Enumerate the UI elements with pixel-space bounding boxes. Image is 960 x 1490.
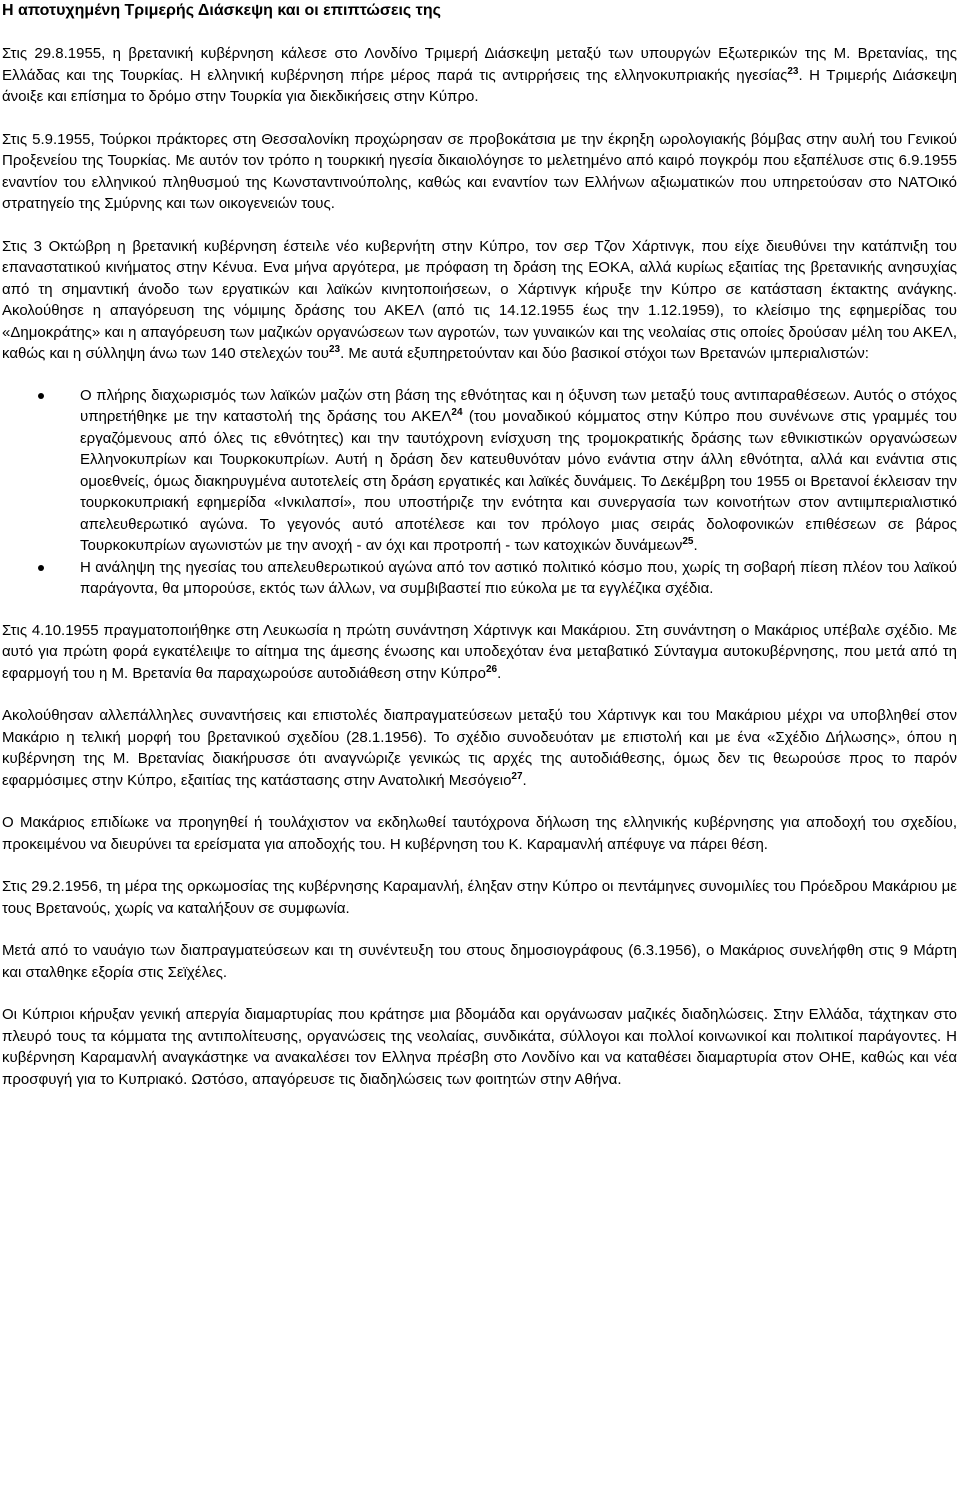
bullet-list (2, 385, 957, 600)
paragraph-tripartite-conference: Στις 29.8.1955, η βρετανική κυβέρνηση κάλεσε στο Λονδίνο Τριμερή Διάσκεψη μεταξύ των υπουργών Εξωτερικών της Μ. Βρετανίας, της Ελλάδας και της Τουρκίας. Η ελληνική κυβέρνηση πήρε μέρος παρά τις αντιρρήσεις της ελληνοκυπριακής ηγεσίας$^{23}$. Η Τριμερής Διάσκεψη άνοιξε και επίσημα το δρόμο στην Τουρκία για διεκδικήσεις στην Κύπρο. (2, 45, 957, 105)
document-title: Η αποτυχημένη Τριμερής Διάσκεψη και οι επιπτώσεις της (2, 2, 441, 19)
paragraph-negotiations: Ακολούθησαν αλλεπάλληλες συναντήσεις και επιστολές διαπραγματεύσεων μεταξύ του Χάρτινγκ και του Μακάριου μέχρι να υποβληθεί στον Μακάριο η τελική μορφή του βρετανικού σχεδίου (28.1.1956). Το σχέδιο συνοδευόταν με επιστολή και με ένα «Σχέδιο Δήλωσης», όπου η κυβέρνηση της Μ. Βρετανίας διακήρυσσε ότι αναγνώριζε γενικώς τις αρχές της αυτοδιάθεσης, όμως δεν τις θεωρούσε πρoς το παρόν εφαρμόσιμες στην Κύπρο, εξαιτίας της κατάστασης στην Ανατολική Μεσόγειο$^{27}$. (2, 707, 957, 789)
footnote-ref: 23 (787, 65, 799, 77)
paragraph-strike: Οι Κύπριοι κήρυξαν γενική απεργία διαμαρτυρίας που κράτησε μια βδομάδα και οργάνωσαν μαζικές διαδηλώσεις. Στην Ελλάδα, τάχτηκαν στο πλευρό τους τα κόμματα της αντιπολίτευσης, οργανώσεις της νεολαίας, συνδικάτα, σύλλογοι και πολλοί κοινωνικοί και πολιτικοί παράγοντες. Η κυβέρνηση Καραμανλή αναγκάστηκε να ανακαλέσει τον Ελληνα πρέσβη στο Λονδίνο και να καταθέσει διαμαρτυρία στον ΟΗΕ, καθώς και νέα προσφυγή για το Κυπριακό. Ωστόσο, απαγόρευσε τις διαδηλώσεις των φοιτητών στην Αθήνα. (2, 1006, 957, 1088)
list-item: Η ανάληψη της ηγεσίας του απελευθερωτικού αγώνα από τον αστικό πολιτικό κόσμο που, χωρίς τη σοβαρή πίεση πλέον του λαϊκού παράγοντα, θα μπορούσε, εκτός των άλλων, να συμβιβαστεί πιο εύκολα με τα εγγλέζικα σχέδια. (2, 557, 957, 600)
paragraph-harding: Στις 3 Οκτώβρη η βρετανική κυβέρνηση έστειλε νέο κυβερνήτη στην Κύπρο, τον σερ Τζον Χάρτινγκ, που είχε διευθύνει την κατάπνιξη του επαναστατικού κινήματος στην Κένυα. Ενα μήνα αργότερα, με πρόφαση τη δράση της ΕΟΚΑ, αλλά κυρίως εξαιτίας της βρετανικής ανησυχίας από τη σημαντική άνοδο των εργατικών και λαϊκών κινητοποιήσεων, ο Χάρτινγκ κήρυξε την Κύπρο σε κατάσταση έκτακτης ανάγκης. Ακολούθησε η απαγόρευση της νόμιμης δράσης του ΑΚΕΛ (από τις 14.12.1955 έως την 1.12.1959), το κλείσιμο της εφημερίδας του «Δημοκράτης» και η απαγόρευση των μαζικών οργανώσεων των αγροτών, των γυναικών και της νεολαίας στις οποίες δρούσαν μέλη του ΑΚΕΛ, καθώς και η σύλληψη άνω των 140 στελεχών του$^{23}$. Με αυτά εξυπηρετούνταν και δύο βασικοί στόχοι των Βρετανών ιμπεριαλιστών: (2, 237, 957, 362)
bullet-icon (38, 393, 44, 399)
footnote-ref: 24 (451, 407, 463, 418)
footnote-ref: 25 (682, 536, 694, 547)
list-item: Ο πλήρης διαχωρισμός των λαϊκών μαζών στη βάση της εθνότητας και η όξυνση των μεταξύ τους αντιπαραθέσεων. Αυτός ο στόχος υπηρετήθηκε με την καταστολή της δράσης του ΑΚΕΛ$^{24}$ (του μοναδικού κόμματος στην Κύπρο που συνένωνε στις γραμμές του εργαζόμενους από όλες τις εθνότητες) και την ταυτόχρονη ενίσχυση της τρομοκρατικής δράσης των εθνικιστικών οργανώσεων Ελληνοκυπρίων και Τουρκοκυπρίων. Αυτή η δράση δεν κατευθυνόταν μόνο ενάντια στην άλλη εθνότητα, αλλά και ενάντια στις ομοεθνείς, όμως διακηρυγμένα αυτοτελείς στη δράση εργατικές και λαϊκές δυνάμεις. Το Δεκέμβρη του 1955 οι Βρετανοί έκλεισαν την τουρκοκυπριακή εφημερίδα «Ινκιλαπσί», που υποστήριζε την ενότητα και συνεργασία των κοινοτήτων στον αντιιμπεριαλιστικό απελευθερωτικό αγώνα. Το γεγονός αυτό αποτέλεσε και τον πρόλογο μιας σειράς δολοφονικών επιθέσεων σε βάρος Τουρκοκυπρίων αγωνιστών με την ανοχή - αν όχι και προτροπή - των κατοχικών δυνάμεων$^{25}$. (2, 385, 957, 557)
bullet-icon (38, 565, 44, 571)
paragraph-exile: Μετά από το ναυάγιο των διαπραγματεύσεων και τη συνέντευξη του στους δημοσιογράφους (6.3.1956), ο Μακάριος συνελήφθη στις 9 Μάρτη και σταλθηκε εξορία στις Σεϊχέλες. (2, 942, 957, 981)
footnote-ref: 27 (511, 770, 523, 782)
footnote-ref: 23 (328, 344, 341, 355)
footnote-ref: 26 (485, 663, 498, 675)
paragraph-talks-end: Στις 29.2.1956, τη μέρα της ορκωμοσίας της κυβέρνησης Καραμανλή, έληξαν στην Κύπρο οι πεντάμηνες συνομιλίες του Πρόεδρου Μακάριου με τους Βρετανούς, χωρίς να καταλήξουν σε συμφωνία. (2, 878, 957, 917)
paragraph-makarios-declaration: Ο Μακάριος επιδίωκε να προηγηθεί ή τουλάχιστον να εκδηλωθεί ταυτόχρονα δήλωση της ελληνικής κυβέρνησης για αποδοχή του σχεδίου, προκειμένου να διευρύνει τα ερείσματα για αποδοχής του. Η κυβέρνηση του Κ. Καραμανλή απέφυγε να πάρει θέση. (2, 814, 957, 853)
paragraph-first-meeting: Στις 4.10.1955 πραγματοποιήθηκε στη Λευκωσία η πρώτη συνάντηση Χάρτινγκ και Μακάριου. Στη συνάντηση ο Μακάριος υπέβαλε σχέδιο. Με αυτό για πρώτη φορά εγκατέλειψε το αίτημα της άμεσης ένωσης και υποδεχόταν ένα μεταβατικό Σύνταγμα αυτοκυβέρνησης, που μετά από τη εφαρμογή του η Μ. Βρετανία θα παραχωρούσε αυτοδιάθεση στην Κύπρο$^{26}$. (2, 621, 957, 682)
paragraph-thessaloniki: Στις 5.9.1955, Τούρκοι πράκτορες στη Θεσσαλονίκη προχώρησαν σε προβοκάτσια με την έκρηξη ωρολογιακής βόμβας στην αυλή του Γενικού Προξενείου της Τουρκίας. Με αυτόν τον τρόπο η τουρκική ηγεσία δικαιολόγησε το μελετημένο από καιρό πογκρόμ που εξαπέλυσε στις 6.9.1955 εναντίον του ελληνικού πληθυσμού της Κωνσταντινούπολης, καθώς και εναντίον των Ελλήνων αξιωματικών που υπηρετούσαν στο ΝΑΤΟικό στρατηγείο της Σμύρνης και των οικογενειών τους. (2, 130, 957, 212)
